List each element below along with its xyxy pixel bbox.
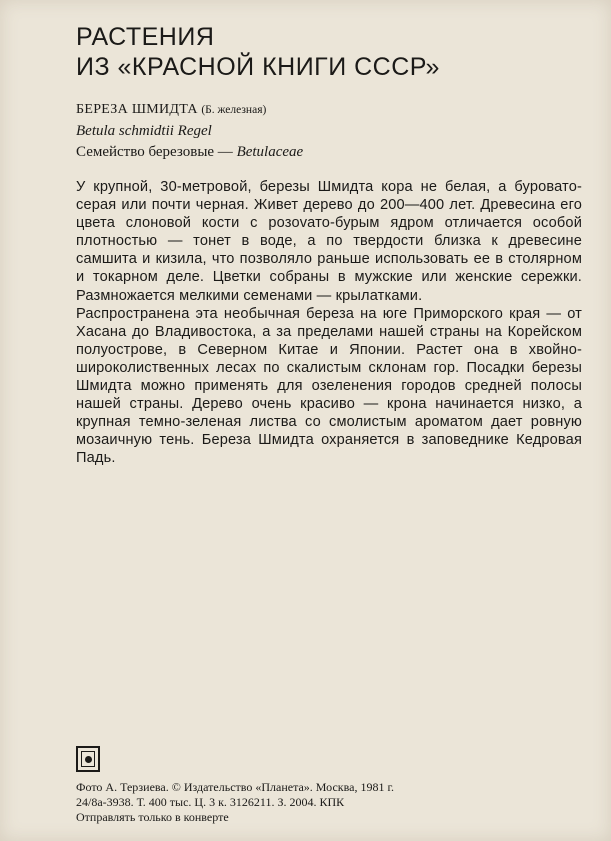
imprint-footer: [76, 746, 576, 825]
photo-credits: Фото А. Терзиева. © Издательство «Планета». Москва, 1981 г.: [76, 780, 395, 794]
species-common-name: БЕРЕЗА ШМИДТА: [76, 102, 198, 117]
family-label: Семейство березовые —: [76, 144, 233, 160]
species-latin-name: Betula schmidtii Regel: [76, 123, 212, 139]
species-name: [76, 100, 582, 120]
description-paragraph-1: У крупной, 30-метровой, березы Шмидта кора не белая, а буровато-серая или почти черная. Живет дерево до 200—400 лет. Древесина его цвета слоновой кости с розоvато-бурым ядром отличается особой плотностью — тонет в воде, а по твердости близка к древесине самшита и кизила, что позволяло раньше использовать ее в столярном и токарном деле. Цветки собраны в мужские или женские сережки. Размножается мелкими семенами — крылатками.: [76, 179, 582, 304]
mailing-note: Отправлять только в конверте: [76, 810, 229, 824]
species-family: [76, 142, 582, 163]
series-title-line2: ИЗ «КРАСНОЙ КНИГИ СССР»: [76, 53, 440, 81]
family-latin: Betulaceae: [236, 144, 304, 160]
species-alt-name: (Б. железная): [201, 104, 267, 116]
series-title-line1: РАСТЕНИЯ: [76, 23, 215, 51]
content-area: [76, 22, 582, 468]
description-paragraph-2: Распространена эта необычная береза на юге Приморского края — от Хасана до Владивостока, а за пределами нашей страны на Корейском полуострове, в Северном Китае и Японии. Растет она в хвойно-широколиственных лесах по скалистым склонам гор. Посадки березы Шмидта можно применять для озеленения городов средней полосы нашей страны. Дерево очень красиво — крона начинается низко, а крупная темно-зеленая листва со смолистым ароматом дает ровную мозаичную тень. Береза Шмидта охраняется в заповеднике Кедровая Падь.: [76, 305, 582, 467]
print-info: 24/8а-3938. Т. 400 тыс. Ц. 3 к. 3126211. З. 2004. КПК: [76, 795, 345, 809]
description-text: [76, 178, 582, 468]
planeta-logo-icon: [76, 746, 100, 772]
